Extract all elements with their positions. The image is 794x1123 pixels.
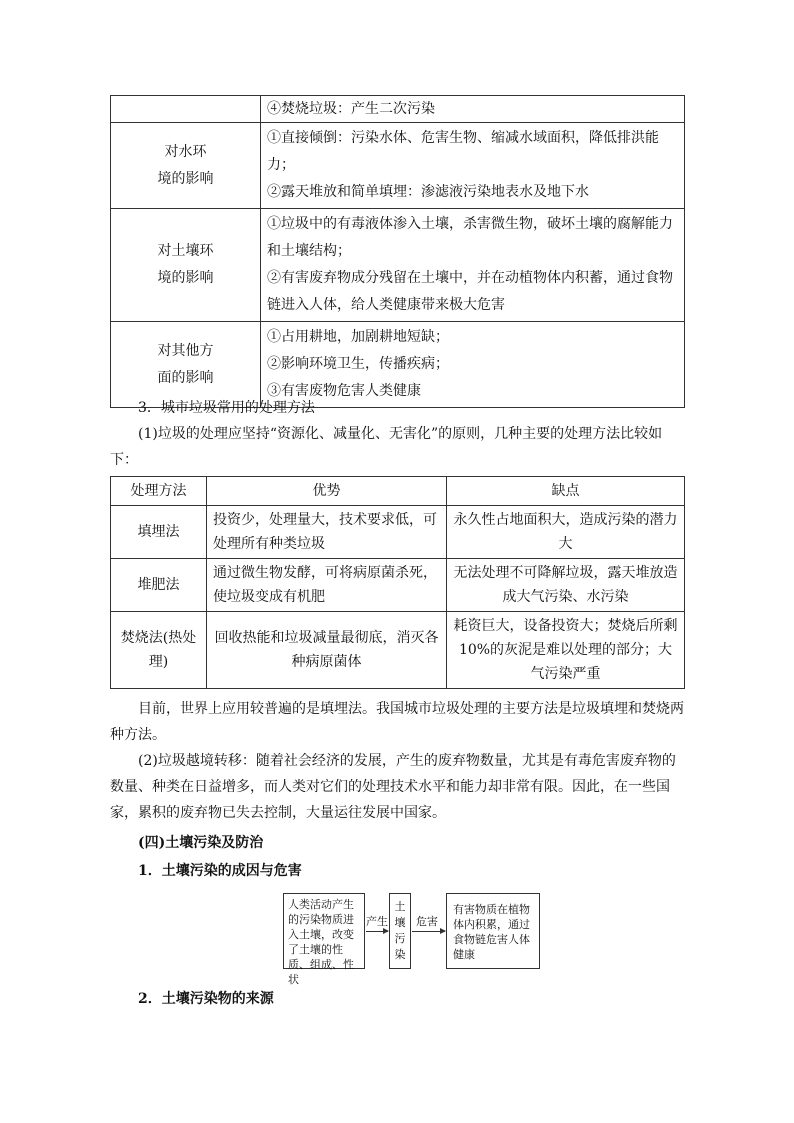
column-header: 优势 xyxy=(207,477,447,506)
disadvantage-cell: 无法处理不可降解垃圾，露天堆放造成大气污染、水污染 xyxy=(447,559,685,612)
content-line: ②露天堆放和简单填埋：渗滤液污染地表水及地下水 xyxy=(267,184,589,200)
label-line: 对其他方 xyxy=(157,342,214,359)
row-content xyxy=(261,209,685,322)
table-row xyxy=(111,559,685,612)
arrow-harm xyxy=(412,931,445,932)
row-content xyxy=(261,123,685,209)
content-line: 和土壤结构； xyxy=(267,243,351,259)
label-line: 境的影响 xyxy=(157,170,214,187)
method-cell: 焚烧法(热处理) xyxy=(111,612,207,689)
label-line: 对土壤环 xyxy=(157,243,214,259)
method-cell: 堆肥法 xyxy=(111,559,207,612)
table-row xyxy=(111,209,685,322)
section3-intro: (1)垃圾的处理应坚持“资源化、减量化、无害化”的原则，几种主要的处理方法比较如下： xyxy=(110,426,663,468)
content-line: ④焚烧垃圾：产生二次污染 xyxy=(267,101,435,117)
disadvantage-cell: 耗资巨大，设备投资大；焚烧后所剩10%的灰泥是难以处理的部分；大气污染严重 xyxy=(447,612,685,689)
arrow-label-produce: 产生 xyxy=(366,915,388,928)
paragraph-transfer: (2)垃圾越境转移：随着社会经济的发展，产生的废弃物数量，尤其是有毒危害废弃物的数量、种类在日益增多，而人类对它们的处理技术水平和能力却非常有限。因此，在一些国家，累积的废弃物已失去控制，大量运往发展中国家。 xyxy=(110,753,676,821)
table-row xyxy=(111,612,685,689)
row-content xyxy=(261,96,685,123)
table-row xyxy=(111,506,685,559)
content-line: ①直接倾倒：污染水体、危害生物、缩减水域面积，降低排洪能力； xyxy=(267,130,659,173)
label-line: 境的影响 xyxy=(157,270,214,286)
paragraph-landfill: 目前，世界上应用较普遍的是填埋法。我国城市垃圾处理的主要方法是垃圾填埋和焚烧两种方法。 xyxy=(110,701,684,743)
column-header: 处理方法 xyxy=(111,477,207,506)
content-line: ①占用耕地，加剧耕地短缺； xyxy=(267,329,449,345)
table-row xyxy=(111,123,685,209)
content-line: ②影响环境卫生，传播疾病； xyxy=(267,356,449,372)
content-line: ③有害废物危害人类健康 xyxy=(267,383,421,399)
advantage-cell: 回收热能和垃圾减量最彻底，消灭各种病原菌体 xyxy=(207,612,447,689)
label-line: 面的影响 xyxy=(157,369,214,386)
soil-pollution-box: 土壤污染 xyxy=(389,893,411,969)
arrow-label-harm: 危害 xyxy=(416,915,438,928)
subsection1-heading: 1．土壤污染的成因与危害 xyxy=(138,863,302,879)
table-row xyxy=(111,96,685,123)
subsection2-heading: 2．土壤污染物的来源 xyxy=(138,991,274,1007)
disadvantage-cell: 永久性占地面积大，造成污染的潜力大 xyxy=(447,506,685,559)
effect-box: 有害物质在植物体内积累，通过食物链危害人体健康 xyxy=(446,893,540,969)
row-label xyxy=(111,96,261,123)
impact-table xyxy=(110,95,685,408)
method-cell: 填埋法 xyxy=(111,506,207,559)
content-line: ②有害废弃物成分残留在土壤中，并在动植物体内积蓄，通过食物 xyxy=(267,270,673,286)
advantage-cell: 通过微生物发酵，可将病原菌杀死，使垃圾变成有机肥 xyxy=(207,559,447,612)
row-label xyxy=(111,123,261,209)
content-line: ①垃圾中的有毒液体渗入土壤，杀害微生物，破坏土壤的腐解能力 xyxy=(267,216,673,232)
section4-heading: (四)土壤污染及防治 xyxy=(138,835,264,851)
content-line: 链进入人体，给人类健康带来极大危害 xyxy=(267,297,505,313)
table-header-row xyxy=(111,477,685,506)
label-line: 对水环 xyxy=(164,143,207,160)
column-header: 缺点 xyxy=(447,477,685,506)
cause-box: 人类活动产生的污染物质进入土壤，改变了土壤的性质、组成、性状 xyxy=(283,893,365,969)
arrow-produce xyxy=(366,931,388,932)
advantage-cell: 投资少，处理量大，技术要求低，可处理所有种类垃圾 xyxy=(207,506,447,559)
row-label xyxy=(111,209,261,322)
section3-heading: 3．城市垃圾常用的处理方法 xyxy=(138,400,315,416)
methods-table xyxy=(110,476,685,689)
